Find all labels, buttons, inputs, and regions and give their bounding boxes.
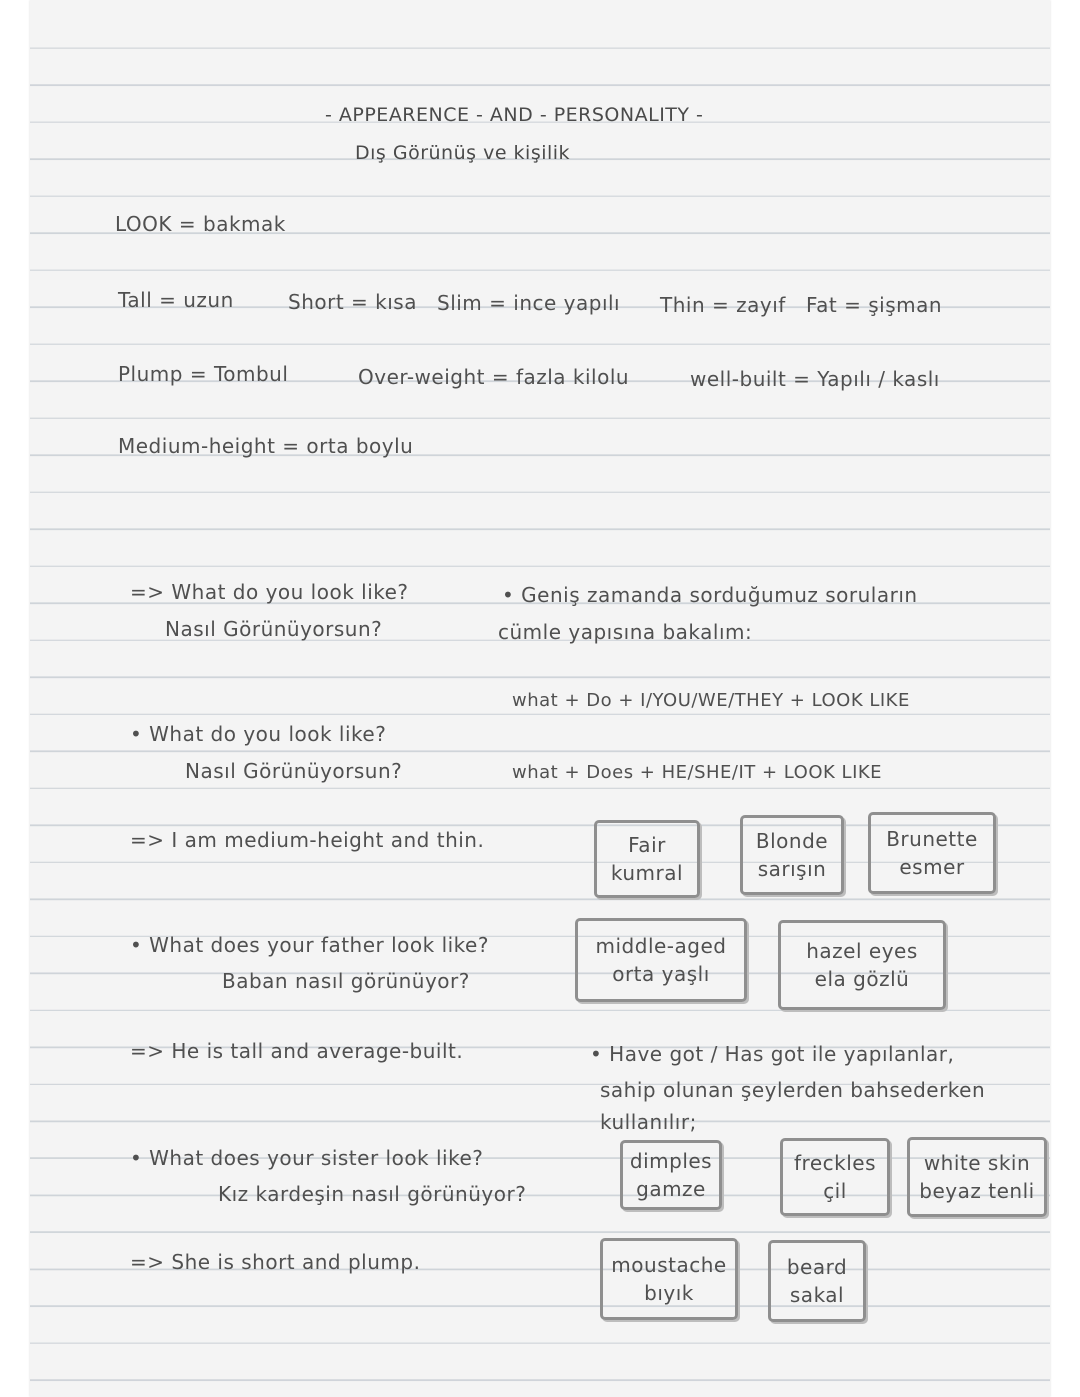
grammar-note-2-line1: • Have got / Has got ile yapılanlar, (590, 1042, 955, 1066)
question-3-tr: Baban nasıl görünüyor? (222, 969, 470, 993)
question-2-en: • What do you look like? (130, 722, 387, 746)
vocab-box-beard-en: beard (786, 1255, 848, 1279)
vocab-box-blonde-tr: sarışın (757, 857, 827, 881)
vocab-box-blonde (740, 815, 844, 895)
grammar-note-2-line2: sahip olunan şeylerden bahsederken (600, 1078, 986, 1102)
vocab-box-hazel-eyes-tr: ela gözlü (814, 967, 910, 991)
vocab-tall: Tall = uzun (118, 288, 234, 312)
grammar-note-1-line1: • Geniş zamanda sorduğumuz soruların (502, 583, 918, 607)
vocab-box-blonde-en: Blonde (755, 829, 829, 853)
vocab-box-brunette (868, 812, 996, 894)
vocab-box-brunette-en: Brunette (886, 827, 978, 851)
vocab-box-freckles-tr: çil (823, 1179, 847, 1203)
vocab-medium-height: Medium-height = orta boylu (118, 434, 414, 458)
vocab-box-beard (768, 1240, 866, 1322)
vocab-box-fair-en: Fair (628, 833, 666, 857)
grammar-note-1-line2: cümle yapısına bakalım: (498, 620, 753, 644)
look-definition: LOOK = bakmak (115, 212, 286, 236)
vocab-box-dimples-tr: gamze (636, 1177, 706, 1201)
vocab-short: Short = kısa (288, 290, 417, 314)
question-1-en: => What do you look like? (130, 580, 409, 604)
vocab-box-white-skin (907, 1137, 1047, 1217)
vocab-box-freckles (780, 1138, 890, 1216)
answer-3: => She is short and plump. (130, 1250, 421, 1274)
question-4-tr: Kız kardeşin nasıl görünüyor? (218, 1182, 527, 1206)
question-2-tr: Nasıl Görünüyorsun? (185, 759, 403, 783)
vocab-box-fair-tr: kumral (610, 861, 684, 885)
answer-2: => He is tall and average-built. (130, 1039, 464, 1063)
vocab-box-beard-tr: sakal (789, 1283, 845, 1307)
grammar-note-2-line3: kullanılır; (600, 1110, 697, 1134)
vocab-slim: Slim = ince yapılı (437, 291, 621, 315)
vocab-box-moustache-en: moustache (611, 1253, 727, 1277)
vocab-box-middle-aged-tr: orta yaşlı (612, 962, 710, 986)
vocab-box-hazel-eyes (778, 920, 946, 1010)
vocab-overweight: Over-weight = fazla kilolu (358, 365, 630, 389)
vocab-box-middle-aged-en: middle-aged (595, 934, 727, 958)
vocab-box-fair (594, 820, 700, 898)
vocab-box-moustache-tr: bıyık (644, 1281, 694, 1305)
vocab-box-dimples-en: dimples (629, 1149, 713, 1173)
vocab-box-hazel-eyes-en: hazel eyes (806, 939, 918, 963)
question-1-tr: Nasıl Görünüyorsun? (165, 617, 383, 641)
vocab-wellbuilt: well-built = Yapılı / kaslı (690, 367, 940, 391)
page-subtitle: Dış Görünüş ve kişilik (355, 142, 571, 164)
vocab-box-white-skin-en: white skin (923, 1151, 1031, 1175)
vocab-plump: Plump = Tombul (118, 362, 289, 386)
page-title: - APPEARENCE - AND - PERSONALITY - (325, 104, 704, 126)
vocab-thin: Thin = zayıf (660, 293, 786, 317)
vocab-box-freckles-en: freckles (794, 1151, 876, 1175)
vocab-box-moustache (600, 1238, 738, 1320)
vocab-fat: Fat = şişman (806, 293, 943, 317)
vocab-box-white-skin-tr: beyaz tenli (919, 1179, 1035, 1203)
formula-singular: what + Does + HE/SHE/IT + LOOK LIKE (512, 762, 883, 783)
vocab-box-dimples (620, 1140, 722, 1210)
vocab-box-brunette-tr: esmer (899, 855, 965, 879)
question-3-en: • What does your father look like? (130, 933, 489, 957)
formula-plural: what + Do + I/YOU/WE/THEY + LOOK LIKE (512, 690, 910, 711)
answer-1: => I am medium-height and thin. (130, 828, 485, 852)
question-4-en: • What does your sister look like? (130, 1146, 484, 1170)
vocab-box-middle-aged (575, 918, 747, 1002)
